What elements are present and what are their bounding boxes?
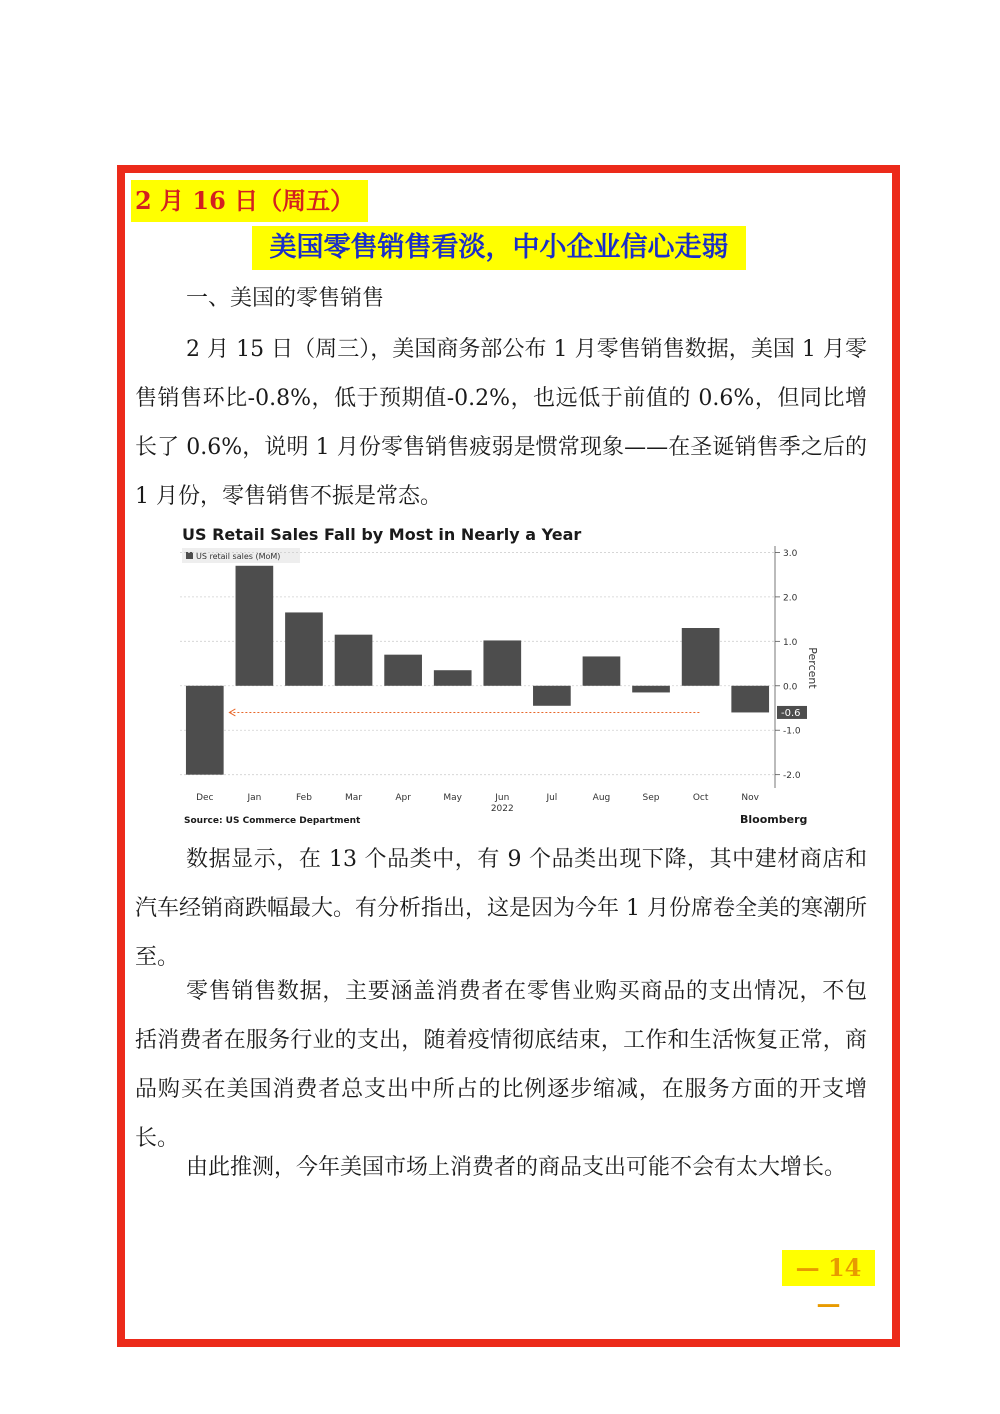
bar-nov <box>731 686 769 713</box>
bar-may <box>434 670 472 686</box>
x-tick-label: Apr <box>395 793 411 803</box>
chart-title: US Retail Sales Fall by Most in Nearly a Year <box>182 525 582 544</box>
bloomberg-logo: Bloomberg <box>740 813 808 826</box>
headline: 美国零售销售看淡，中小企业信心走弱 <box>252 226 746 270</box>
year-label: 2022 <box>490 804 514 814</box>
bar-mar <box>335 635 373 686</box>
x-tick-label: May <box>443 793 463 803</box>
section-title: 一、美国的零售销售 <box>186 286 385 311</box>
x-tick-label: Jun <box>495 793 510 803</box>
x-tick-label: Sep <box>642 793 660 803</box>
x-tick-label: Mar <box>345 793 363 803</box>
bar-oct <box>682 628 720 686</box>
chart-x-axis <box>196 793 760 803</box>
paragraph-2: 数据显示，在 13 个品类中，有 9 个品类出现下降，其中建材商店和汽车经销商跌幅最大。有分析指出，这是因为今年 1 月份席卷全美的寒潮所至。 <box>135 847 867 970</box>
x-tick-label: Oct <box>692 793 709 803</box>
date-tag: 2 月 16 日（周五） <box>131 180 368 222</box>
x-tick-label: Dec <box>196 793 214 803</box>
bar-jun <box>483 640 521 685</box>
bar-sep <box>632 686 670 693</box>
bar-feb <box>285 612 323 685</box>
y-tick-label: -1.0 <box>783 726 801 737</box>
chart-y-axis <box>775 546 801 788</box>
y-tick-label: 1.0 <box>783 637 798 648</box>
bar-dec <box>186 686 224 775</box>
latest-value-label: -0.6 <box>781 707 801 719</box>
bar-jul <box>533 686 571 706</box>
retail-sales-chart <box>172 518 832 834</box>
x-tick-label: Feb <box>295 793 312 803</box>
x-tick-label: Nov <box>741 793 759 803</box>
legend-swatch <box>186 552 193 559</box>
paragraph-4: 由此推测，今年美国市场上消费者的商品支出可能不会有太大增长。 <box>186 1155 847 1180</box>
x-tick-label: Jul <box>546 793 558 803</box>
legend-label: US retail sales (MoM) <box>196 552 281 561</box>
y-tick-label: -2.0 <box>783 771 801 782</box>
paragraph-1: 2 月 15 日（周三），美国商务部公布 1 月零售销售数据，美国 1 月零售销售环比-0.8%，低于预期值-0.2%，也远低于前值的 0.6%，但同比增长了 0.6%，说明 1 月份零售销售疲弱是惯常现象——在圣诞销售季之后的 1 月份，零售销售不振是常态。 <box>135 337 867 509</box>
y-tick-label: 3.0 <box>783 548 798 559</box>
bar-apr <box>384 655 422 686</box>
page-number: — 14 — <box>782 1250 875 1286</box>
y-axis-label: Percent <box>806 647 819 689</box>
chart-source: Source: US Commerce Department <box>184 816 361 826</box>
paragraph-3: 零售销售数据，主要涵盖消费者在零售业购买商品的支出情况，不包括消费者在服务行业的支出，随着疫情彻底结束，工作和生活恢复正常，商品购买在美国消费者总支出中所占的比例逐步缩减，在服务方面的开支增长。 <box>135 979 867 1151</box>
y-tick-label: 0.0 <box>783 682 798 693</box>
y-tick-label: 2.0 <box>783 593 798 604</box>
x-tick-label: Jan <box>247 793 262 803</box>
x-tick-label: Aug <box>592 793 611 803</box>
bar-aug <box>583 656 621 685</box>
bar-jan <box>236 566 274 686</box>
chart-svg <box>172 518 832 834</box>
